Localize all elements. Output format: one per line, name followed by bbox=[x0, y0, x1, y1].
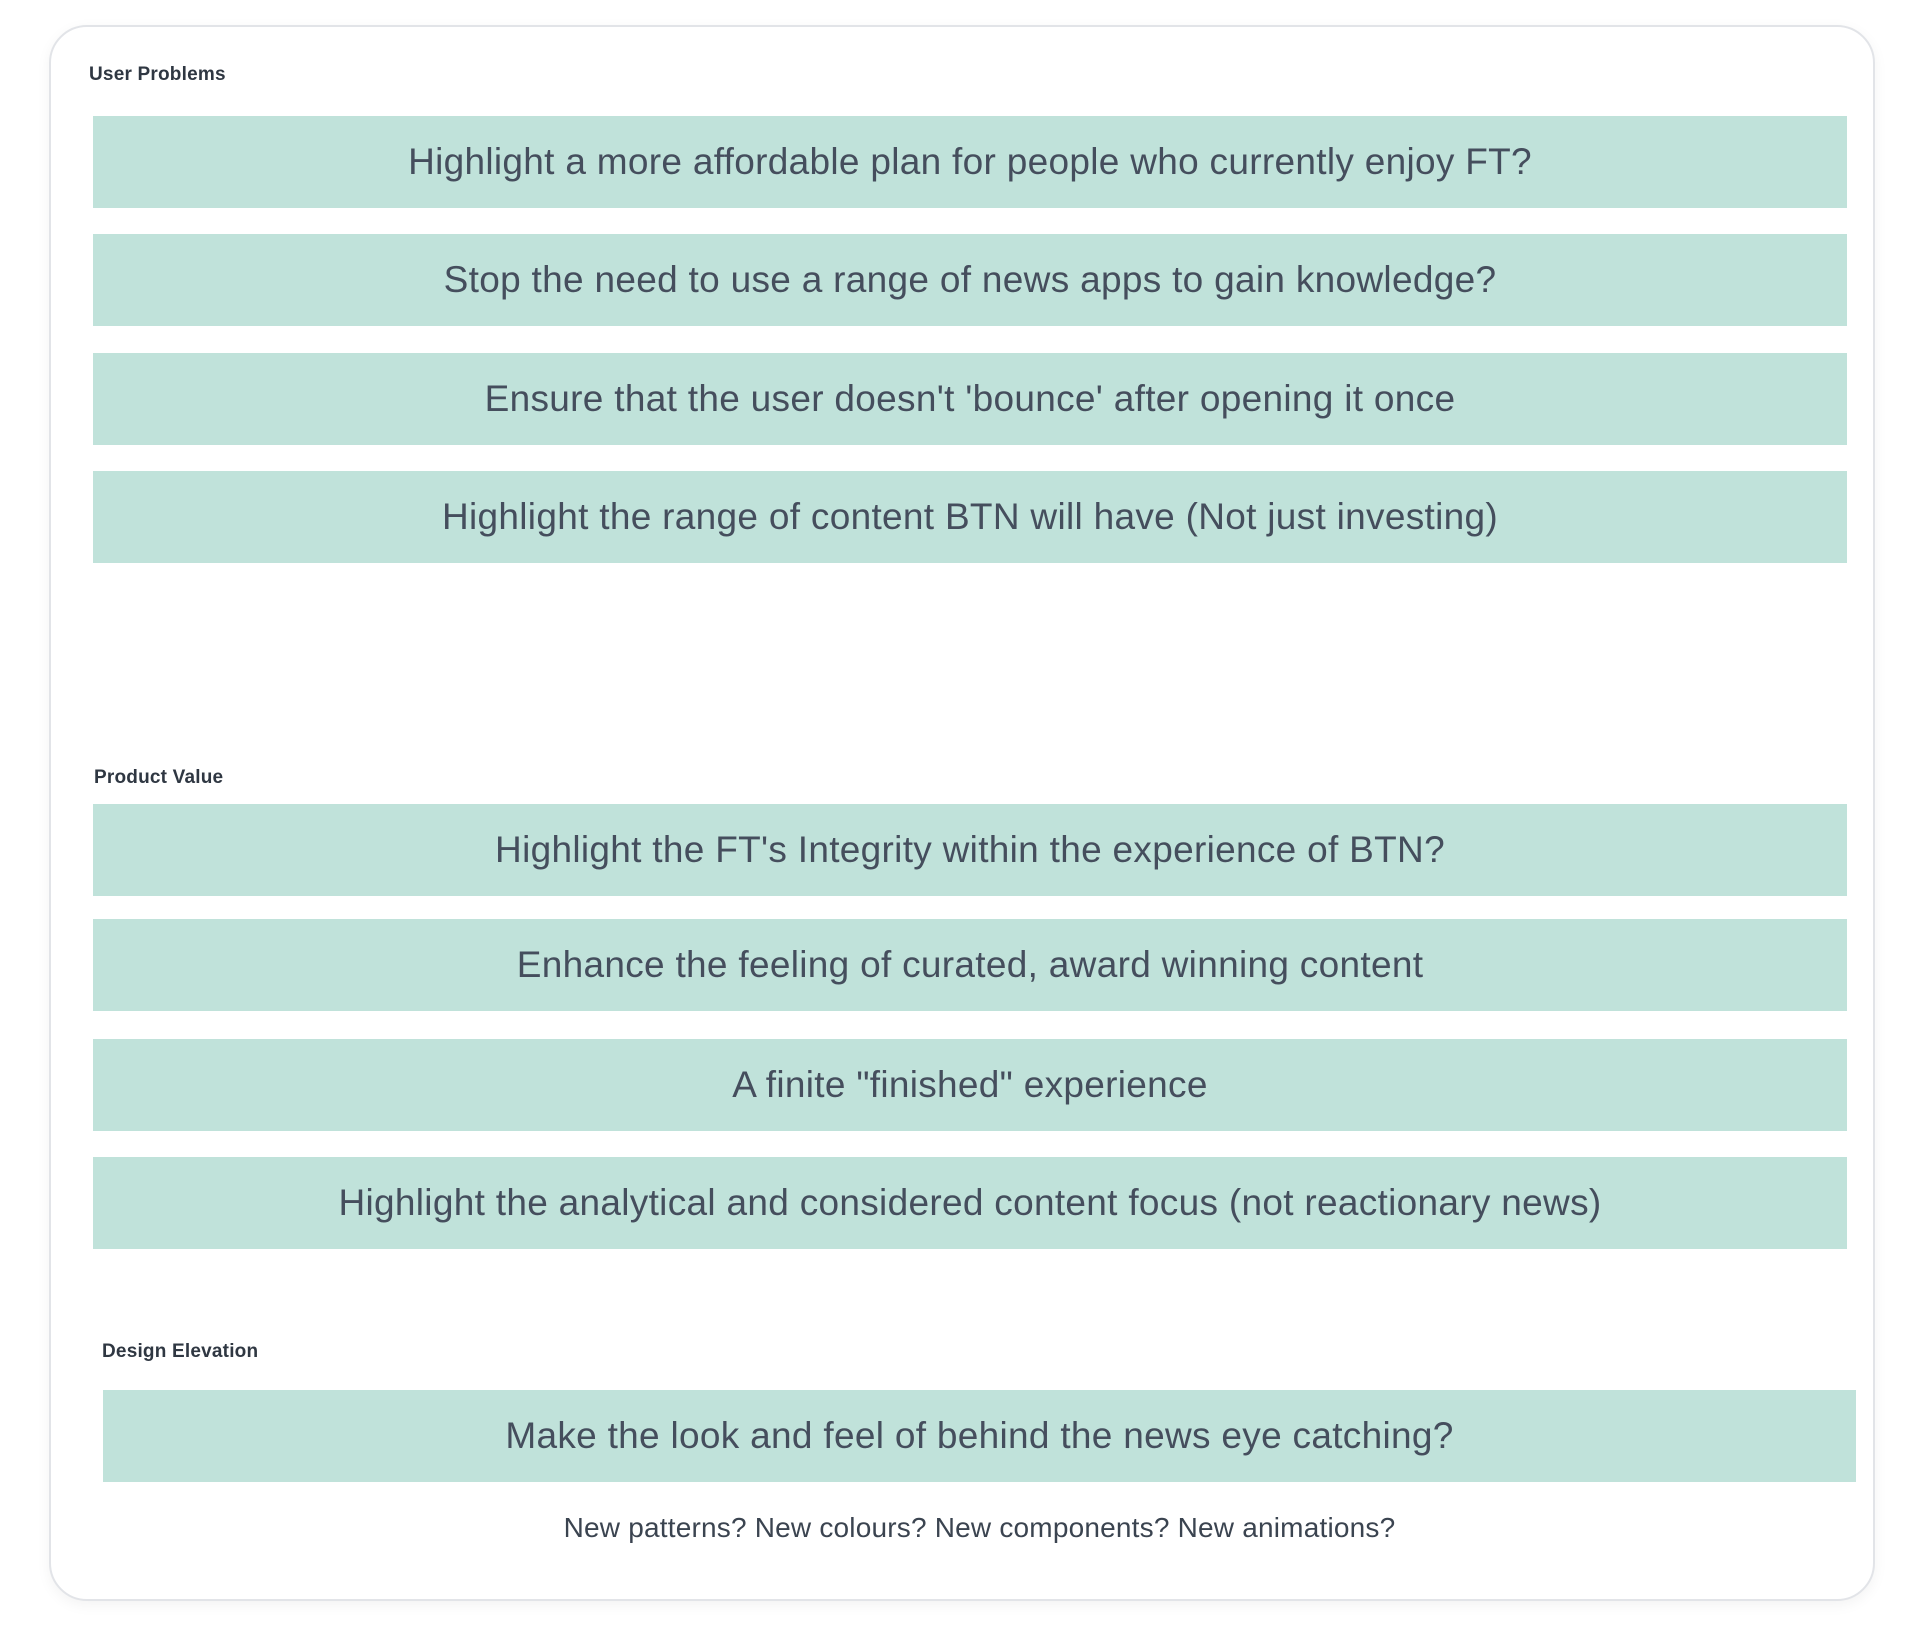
section-label-design-elevation: Design Elevation bbox=[102, 1341, 259, 1362]
design-elevation-box-1: Make the look and feel of behind the news eye catching? bbox=[103, 1390, 1856, 1482]
user-problem-box-4: Highlight the range of content BTN will have (Not just investing) bbox=[93, 471, 1847, 563]
product-value-box-3: A finite "finished" experience bbox=[93, 1039, 1847, 1131]
user-problem-box-3: Ensure that the user doesn't 'bounce' after opening it once bbox=[93, 353, 1847, 445]
user-problem-box-2: Stop the need to use a range of news apps to gain knowledge? bbox=[93, 234, 1847, 326]
design-elevation-note: New patterns? New colours? New components? New animations? bbox=[563, 1512, 1396, 1543]
section-label-product-value: Product Value bbox=[94, 767, 224, 788]
user-problem-box-1: Highlight a more affordable plan for people who currently enjoy FT? bbox=[93, 116, 1847, 208]
product-value-box-1: Highlight the FT's Integrity within the experience of BTN? bbox=[93, 804, 1847, 896]
product-value-box-2: Enhance the feeling of curated, award winning content bbox=[93, 919, 1847, 1011]
product-value-box-4: Highlight the analytical and considered content focus (not reactionary news) bbox=[93, 1157, 1847, 1249]
section-label-user-problems: User Problems bbox=[89, 64, 226, 85]
